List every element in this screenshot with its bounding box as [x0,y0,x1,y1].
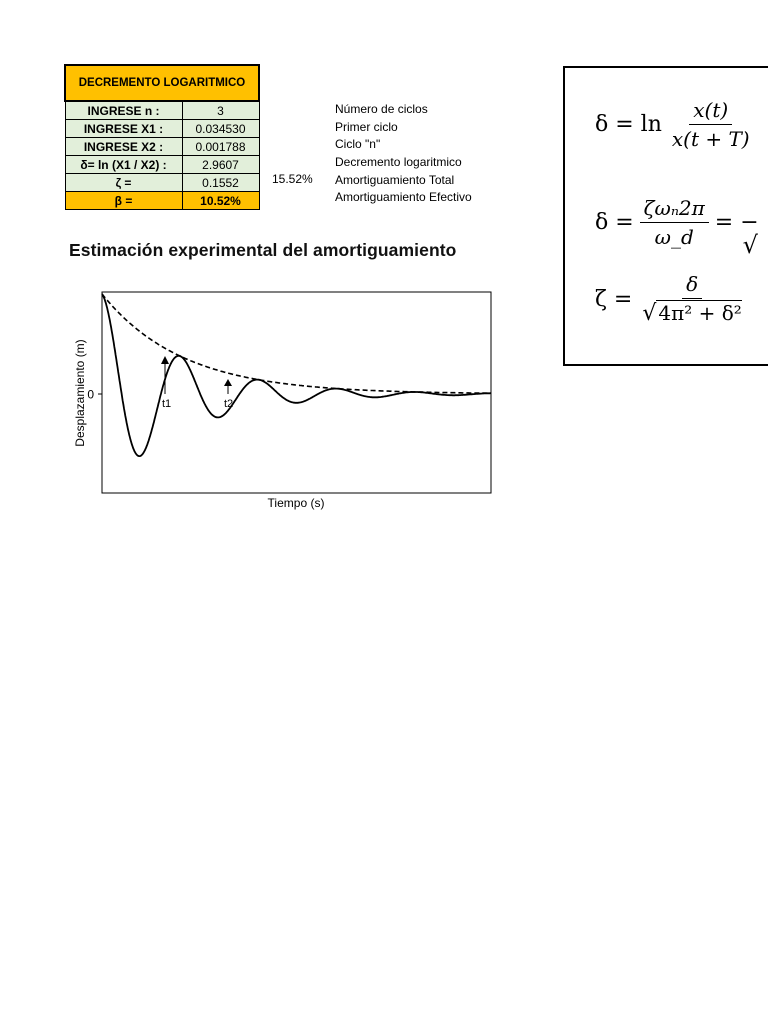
table-row [65,174,259,192]
table-title: DECREMENTO LOGARITMICO [65,65,259,101]
row-value-delta: 2.9607 [182,156,259,174]
formula2-denominator: ω_d [654,225,694,249]
y-tick-label: 0 [87,387,94,402]
table-row [65,120,259,138]
response-curve [102,294,491,456]
row-value-zeta: 0.1552 [182,174,259,192]
formula-box [563,66,768,366]
note-item: Decremento logaritmico [335,155,462,170]
plot-frame [102,292,491,493]
note-item: Número de ciclos [335,102,428,116]
y-axis-label: Desplazamiento (m) [73,339,87,447]
formula1-denominator: x(t + T) [671,127,750,151]
table-header-row [65,65,259,101]
formula-delta-zeta [595,196,759,259]
formula2-numerator: ζωₙ2π [640,196,709,223]
zeta-percent: 15.52% [272,172,313,186]
section-heading: Estimación experimental del amortiguamiento [69,240,457,260]
annotation-t1-label: t1 [162,398,172,410]
annotation-t2 [224,379,233,410]
formula-zeta [595,272,752,326]
formula2-lhs: δ = [595,210,634,235]
formula3-numerator: δ [682,272,702,299]
note-item: Amortiguamiento Total [335,172,455,187]
damping-chart [64,280,504,520]
table-row [65,101,259,120]
notes-column [335,101,472,207]
envelope-curve [102,294,491,393]
formula-log-decrement [595,98,760,151]
formula2-sqrt: √ [742,230,758,259]
x-axis-label: Tiempo (s) [267,496,325,510]
row-label-x1: INGRESE X1 : [65,120,182,138]
table-row [65,156,259,174]
row-value-x2[interactable]: 0.001788 [182,138,259,156]
formula2-rhs: = − [714,210,759,235]
annotation-t2-label: t2 [224,398,234,410]
table-row-beta [65,192,259,210]
row-label-zeta: ζ = [65,174,182,192]
row-value-beta: 10.52% [182,192,259,210]
row-value-n[interactable]: 3 [182,101,259,120]
note-item: Primer ciclo [335,119,398,134]
formula3-sqrt: √ [642,301,657,326]
note-item: Ciclo "n" [335,137,381,152]
row-label-beta: β = [65,192,182,210]
table-row [65,138,259,156]
formula3-lhs: ζ = [595,286,633,312]
row-value-x1[interactable]: 0.034530 [182,120,259,138]
row-label-n: INGRESE n : [65,101,182,120]
row-label-x2: INGRESE X2 : [65,138,182,156]
damping-table [64,64,260,210]
formula1-numerator: x(t) [689,98,732,125]
note-item: Amortiguamiento Efectivo [335,190,472,205]
formula1-lhs: δ = ln [595,112,662,137]
row-label-delta: δ= ln (X1 / X2) : [65,156,182,174]
formula3-denominator: 4π² + δ² [658,301,742,325]
